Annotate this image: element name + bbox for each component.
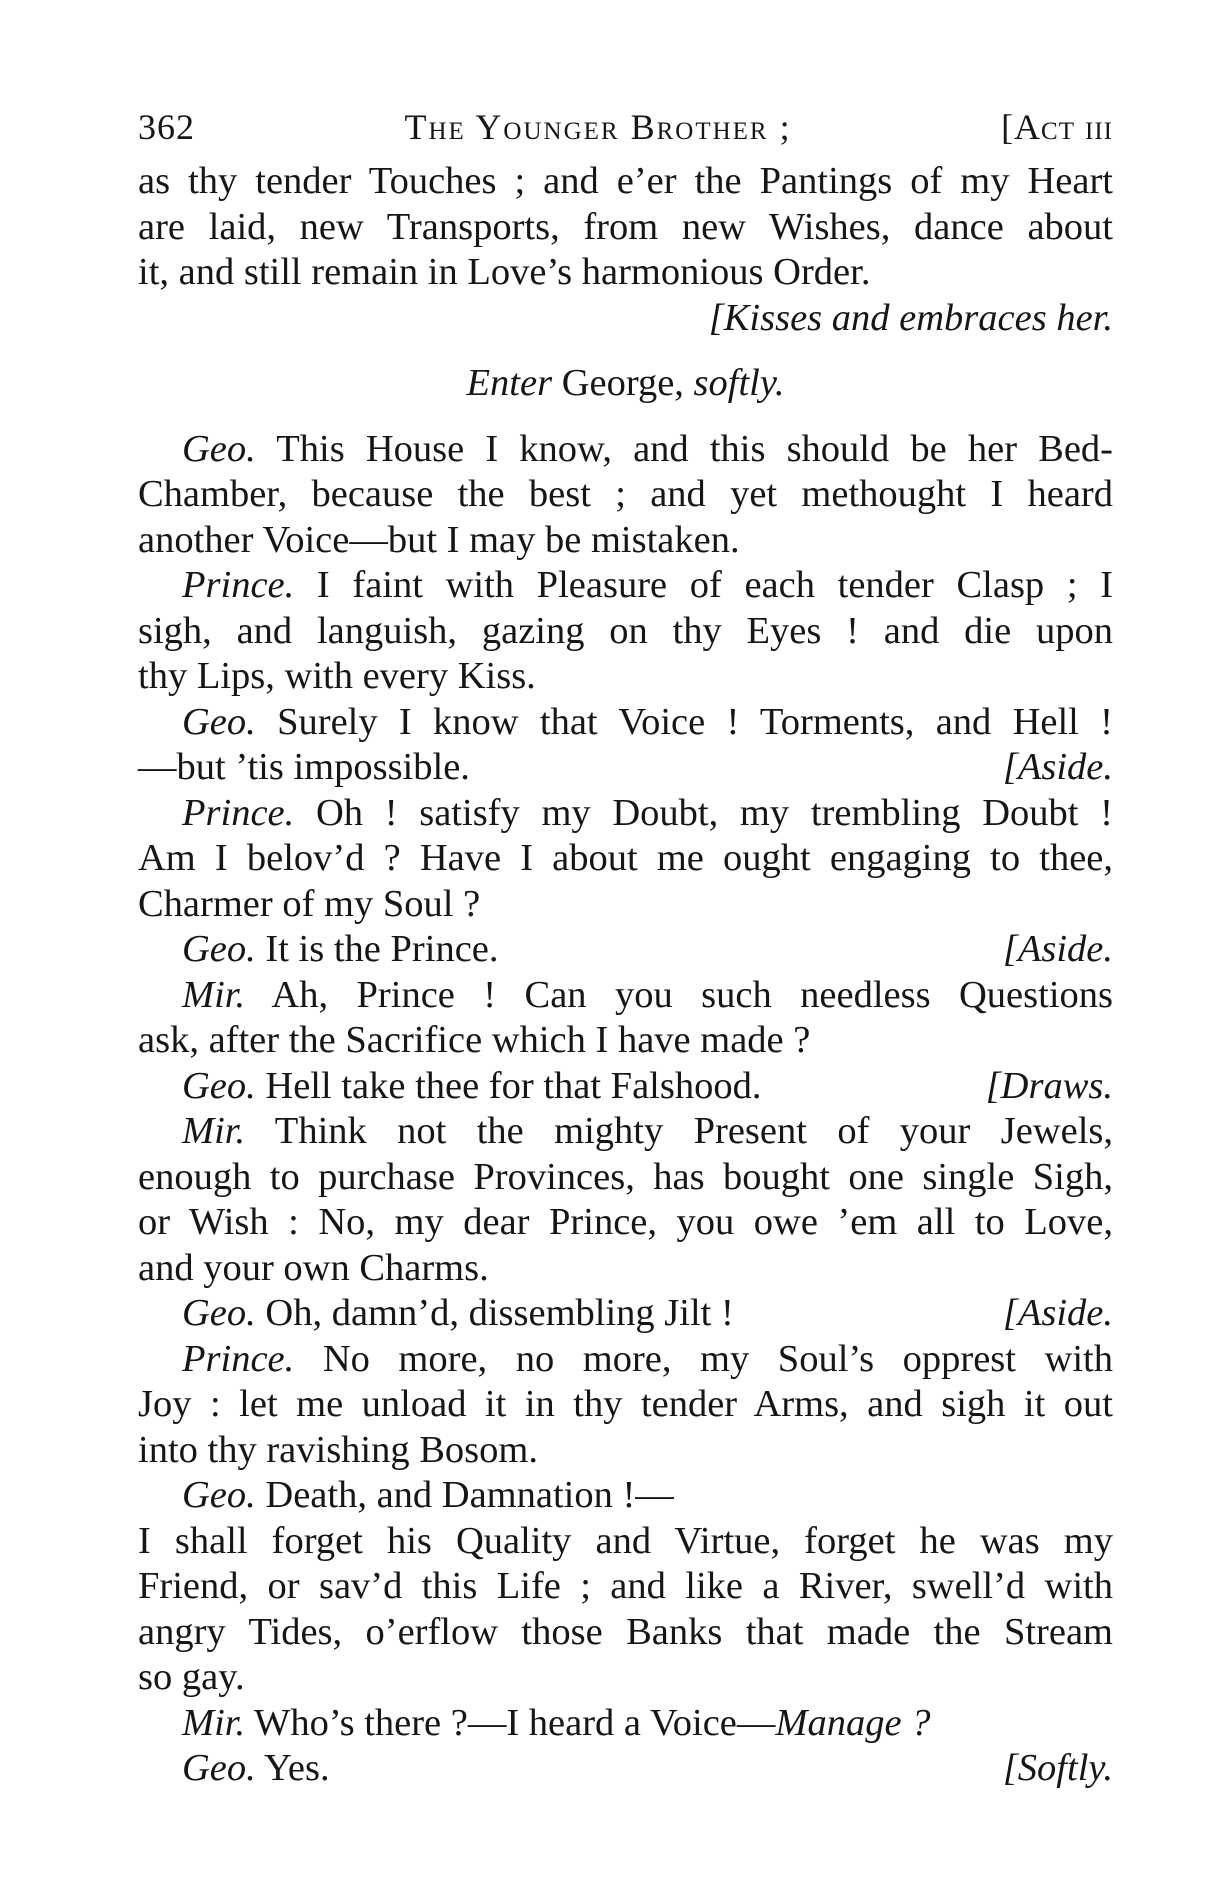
speech-text: Hell take thee for that Falshood.	[265, 1064, 762, 1107]
speech-text: This House I know, and this should be her Bed-	[276, 427, 1113, 470]
speech-text: It is the Prince.	[265, 928, 499, 970]
text-line: or Wish : No, my dear Prince, you owe ’em all to Love,	[138, 1201, 1113, 1243]
speech-text: Who’s there ?—I heard a Voice—	[254, 1701, 776, 1744]
text-line: Chamber, because the best ; and yet methought I heard	[138, 473, 1113, 515]
speaker-name: Prince.	[182, 1337, 295, 1380]
text-line: and your own Charms.	[138, 1246, 489, 1289]
text-line: another Voice—but I may be mistaken.	[138, 518, 740, 561]
stage-direction: [Aside.	[1002, 928, 1113, 970]
speaker-name: Geo.	[182, 1747, 256, 1789]
speech-line	[138, 1701, 1113, 1747]
text-line: thy Lips, with every Kiss.	[138, 655, 536, 697]
speech-line-with-direction	[138, 1746, 1113, 1792]
speech-text: Yes.	[263, 1747, 330, 1789]
speech-line	[138, 563, 1113, 609]
speaker-name: Geo.	[182, 1064, 256, 1107]
speaker-name: Prince.	[182, 791, 295, 834]
text-line: so gay.	[138, 1656, 245, 1698]
speaker-name: Geo.	[182, 427, 256, 470]
text-line: Am I belov’d ? Have I about me ought engaging to thee,	[138, 837, 1113, 879]
speech-line	[138, 427, 1113, 473]
text-line: as thy tender Touches ; and e’er the Pantings of my Heart	[138, 160, 1113, 202]
speech-line	[138, 1473, 1113, 1519]
speech-line-with-direction	[138, 1064, 1113, 1110]
text-line: angry Tides, o’erflow those Banks that made the Stream	[138, 1610, 1113, 1653]
stage-direction: [Kisses and embraces her.	[708, 296, 1113, 339]
speech-text: Surely I know that Voice ! Torments, and Hell !	[277, 700, 1114, 743]
entrance-character: George,	[561, 362, 684, 404]
text-line: enough to purchase Provinces, has bought one single Sigh,	[138, 1155, 1113, 1198]
speaker-name: Geo.	[182, 1292, 256, 1334]
speech-text: Ah, Prince ! Can you such needless Questions	[271, 973, 1113, 1016]
speech-line	[138, 1337, 1113, 1383]
book-page	[138, 95, 1113, 1792]
play-text	[138, 159, 1113, 1792]
text-line: sigh, and languish, gazing on thy Eyes ! and die upon	[138, 609, 1113, 652]
speech-line-with-direction	[138, 1291, 1113, 1337]
text-line: it, and still remain in Love’s harmonious Order.	[138, 251, 871, 293]
text-line: I shall forget his Quality and Virtue, forget he was my	[138, 1519, 1113, 1562]
speech-line	[138, 791, 1113, 837]
running-title: The Younger Brother ;	[404, 107, 792, 147]
act-marker: [Act iii	[1001, 107, 1113, 147]
page-number: 362	[138, 107, 195, 147]
entrance-manner: softly.	[693, 362, 785, 404]
text-line: Friend, or sav’d this Life ; and like a River, swell’d with	[138, 1565, 1113, 1607]
speech-text: Think not the mighty Present of your Jewels,	[274, 1110, 1113, 1152]
text-line: Joy : let me unload it in thy tender Arms, and sigh it out	[138, 1383, 1113, 1425]
speech-text: Death, and Damnation !—	[265, 1474, 674, 1516]
entrance-enter: Enter	[466, 362, 553, 404]
speaker-name: Prince.	[182, 564, 295, 606]
speaker-name: Mir.	[182, 1110, 246, 1152]
speaker-name: Mir.	[182, 1701, 246, 1744]
stage-direction: [Aside.	[1002, 1292, 1113, 1334]
speech-text: Oh, damn’d, dissembling Jilt !	[265, 1292, 734, 1334]
speech-text: No more, no more, my Soul’s opprest with	[322, 1337, 1113, 1380]
speech-text: I faint with Pleasure of each tender Clasp ; I	[316, 564, 1113, 606]
speaker-name: Mir.	[182, 973, 246, 1016]
entrance-direction	[138, 361, 1113, 407]
text-line: Charmer of my Soul ?	[138, 882, 481, 925]
running-header	[138, 95, 1113, 159]
text-line: are laid, new Transports, from new Wishes, dance about	[138, 205, 1113, 248]
stage-direction: [Draws.	[985, 1064, 1113, 1107]
speech-line-with-direction	[138, 745, 1113, 791]
text-line: into thy ravishing Bosom.	[138, 1428, 538, 1471]
speaker-name: Geo.	[182, 1474, 256, 1516]
speech-line	[138, 1109, 1113, 1155]
speech-line	[138, 700, 1113, 746]
text-line: ask, after the Sacrifice which I have made ?	[138, 1019, 811, 1061]
called-name: Manage ?	[775, 1701, 931, 1744]
speaker-name: Geo.	[182, 928, 256, 970]
speech-line	[138, 973, 1113, 1019]
speech-text: Oh ! satisfy my Doubt, my trembling Doubt !	[315, 791, 1113, 834]
stage-direction: [Softly.	[1002, 1747, 1113, 1789]
stage-direction: [Aside.	[1002, 746, 1113, 788]
speech-line-with-direction	[138, 927, 1113, 973]
speech-text: —but ’tis impossible.	[138, 746, 470, 788]
speaker-name: Geo.	[182, 700, 256, 743]
